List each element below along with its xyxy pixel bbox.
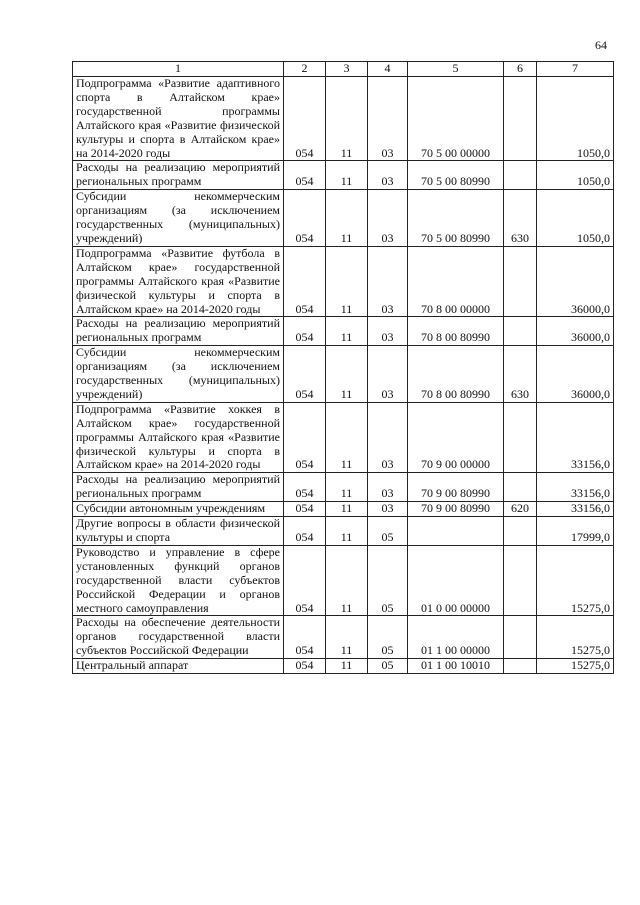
subsection-code-cell: 03: [368, 190, 408, 247]
subsection-code-cell: 03: [368, 346, 408, 403]
amount-cell: 15275,0: [537, 659, 614, 674]
ministry-code-cell: 054: [284, 346, 326, 403]
ministry-code-cell: 054: [284, 517, 326, 546]
amount-cell: 1050,0: [537, 77, 614, 161]
subsection-code-cell: 05: [368, 545, 408, 616]
amount-cell: 33156,0: [537, 402, 614, 473]
amount-cell: 15275,0: [537, 616, 614, 659]
expense-type-cell: 630: [504, 190, 537, 247]
amount-cell: 36000,0: [537, 346, 614, 403]
row-name-cell: Расходы на реализацию мероприятий региональных программ: [73, 473, 284, 502]
header-cell: 6: [504, 62, 537, 77]
row-name-cell: Расходы на реализацию мероприятий региональных программ: [73, 161, 284, 190]
row-name-cell: Подпрограмма «Развитие футбола в Алтайском крае» государственной программы Алтайского края «Развитие физической культуры и спорта в Алтайском крае» на 2014-2020 годы: [73, 246, 284, 317]
subsection-code-cell: 05: [368, 517, 408, 546]
row-name-cell: Расходы на реализацию мероприятий региональных программ: [73, 317, 284, 346]
section-code-cell: 11: [326, 616, 368, 659]
target-article-cell: 01 1 00 10010: [408, 659, 504, 674]
ministry-code-cell: 054: [284, 77, 326, 161]
table-row: [73, 517, 614, 546]
expense-type-cell: [504, 545, 537, 616]
amount-cell: 15275,0: [537, 545, 614, 616]
target-article-cell: 70 8 00 80990: [408, 317, 504, 346]
header-cell: 1: [73, 62, 284, 77]
row-name-cell: Субсидии некоммерческим организациям (за исключением государственных (муниципальных) учреждений): [73, 190, 284, 247]
row-name-cell: Другие вопросы в области физической культуры и спорта: [73, 517, 284, 546]
header-row: [73, 62, 614, 77]
target-article-cell: 01 1 00 00000: [408, 616, 504, 659]
subsection-code-cell: 05: [368, 659, 408, 674]
subsection-code-cell: 03: [368, 402, 408, 473]
table-row: [73, 502, 614, 517]
ministry-code-cell: 054: [284, 161, 326, 190]
expense-type-cell: [504, 402, 537, 473]
section-code-cell: 11: [326, 246, 368, 317]
table-row: [73, 402, 614, 473]
table-row: [73, 659, 614, 674]
subsection-code-cell: 03: [368, 317, 408, 346]
amount-cell: 36000,0: [537, 246, 614, 317]
amount-cell: 33156,0: [537, 473, 614, 502]
expense-type-cell: 630: [504, 346, 537, 403]
header-cell: 4: [368, 62, 408, 77]
table-row: [73, 161, 614, 190]
row-name-cell: Расходы на обеспечение деятельности органов государственной власти субъектов Российской Федерации: [73, 616, 284, 659]
table-row: [73, 473, 614, 502]
page-number: 64: [595, 38, 607, 52]
amount-cell: 36000,0: [537, 317, 614, 346]
ministry-code-cell: 054: [284, 502, 326, 517]
subsection-code-cell: 05: [368, 616, 408, 659]
section-code-cell: 11: [326, 517, 368, 546]
amount-cell: 1050,0: [537, 161, 614, 190]
row-name-cell: Субсидии некоммерческим организациям (за исключением государственных (муниципальных) учреждений): [73, 346, 284, 403]
ministry-code-cell: 054: [284, 473, 326, 502]
table-row: [73, 246, 614, 317]
row-name-cell: Руководство и управление в сфере установленных функций органов государственной власти субъектов Российской Федерации и органов местного самоуправления: [73, 545, 284, 616]
table-row: [73, 616, 614, 659]
section-code-cell: 11: [326, 190, 368, 247]
target-article-cell: 01 0 00 00000: [408, 545, 504, 616]
table-row: [73, 545, 614, 616]
row-name-cell: Субсидии автономным учреждениям: [73, 502, 284, 517]
table-row: [73, 77, 614, 161]
expense-type-cell: [504, 473, 537, 502]
target-article-cell: 70 8 00 80990: [408, 346, 504, 403]
section-code-cell: 11: [326, 161, 368, 190]
expense-type-cell: [504, 616, 537, 659]
target-article-cell: 70 8 00 00000: [408, 246, 504, 317]
section-code-cell: 11: [326, 317, 368, 346]
expense-type-cell: [504, 517, 537, 546]
header-cell: 2: [284, 62, 326, 77]
target-article-cell: 70 9 00 80990: [408, 502, 504, 517]
ministry-code-cell: 054: [284, 402, 326, 473]
expense-type-cell: [504, 246, 537, 317]
expense-type-cell: [504, 659, 537, 674]
section-code-cell: 11: [326, 346, 368, 403]
header-cell: 7: [537, 62, 614, 77]
amount-cell: 1050,0: [537, 190, 614, 247]
target-article-cell: 70 9 00 00000: [408, 402, 504, 473]
table-row: [73, 317, 614, 346]
subsection-code-cell: 03: [368, 161, 408, 190]
amount-cell: 17999,0: [537, 517, 614, 546]
subsection-code-cell: 03: [368, 502, 408, 517]
target-article-cell: 70 5 00 80990: [408, 190, 504, 247]
ministry-code-cell: 054: [284, 616, 326, 659]
table-row: [73, 190, 614, 247]
ministry-code-cell: 054: [284, 190, 326, 247]
expense-type-cell: [504, 77, 537, 161]
amount-cell: 33156,0: [537, 502, 614, 517]
section-code-cell: 11: [326, 473, 368, 502]
ministry-code-cell: 054: [284, 246, 326, 317]
section-code-cell: 11: [326, 402, 368, 473]
header-cell: 5: [408, 62, 504, 77]
target-article-cell: 70 5 00 00000: [408, 77, 504, 161]
ministry-code-cell: 054: [284, 659, 326, 674]
expense-type-cell: [504, 161, 537, 190]
section-code-cell: 11: [326, 659, 368, 674]
target-article-cell: 70 9 00 80990: [408, 473, 504, 502]
ministry-code-cell: 054: [284, 317, 326, 346]
row-name-cell: Подпрограмма «Развитие хоккея в Алтайском крае» государственной программы Алтайского края «Развитие физической культуры и спорта в Алтайском крае» на 2014-2020 годы: [73, 402, 284, 473]
subsection-code-cell: 03: [368, 473, 408, 502]
expense-type-cell: 620: [504, 502, 537, 517]
expense-type-cell: [504, 317, 537, 346]
budget-table: [72, 61, 614, 674]
target-article-cell: 70 5 00 80990: [408, 161, 504, 190]
row-name-cell: Подпрограмма «Развитие адаптивного спорта в Алтайском крае» государственной программы Алтайского края «Развитие физической культуры и спорта в Алтайском крае» на 2014-2020 годы: [73, 77, 284, 161]
section-code-cell: 11: [326, 502, 368, 517]
table-row: [73, 346, 614, 403]
header-cell: 3: [326, 62, 368, 77]
target-article-cell: [408, 517, 504, 546]
section-code-cell: 11: [326, 545, 368, 616]
section-code-cell: 11: [326, 77, 368, 161]
subsection-code-cell: 03: [368, 77, 408, 161]
subsection-code-cell: 03: [368, 246, 408, 317]
ministry-code-cell: 054: [284, 545, 326, 616]
row-name-cell: Центральный аппарат: [73, 659, 284, 674]
